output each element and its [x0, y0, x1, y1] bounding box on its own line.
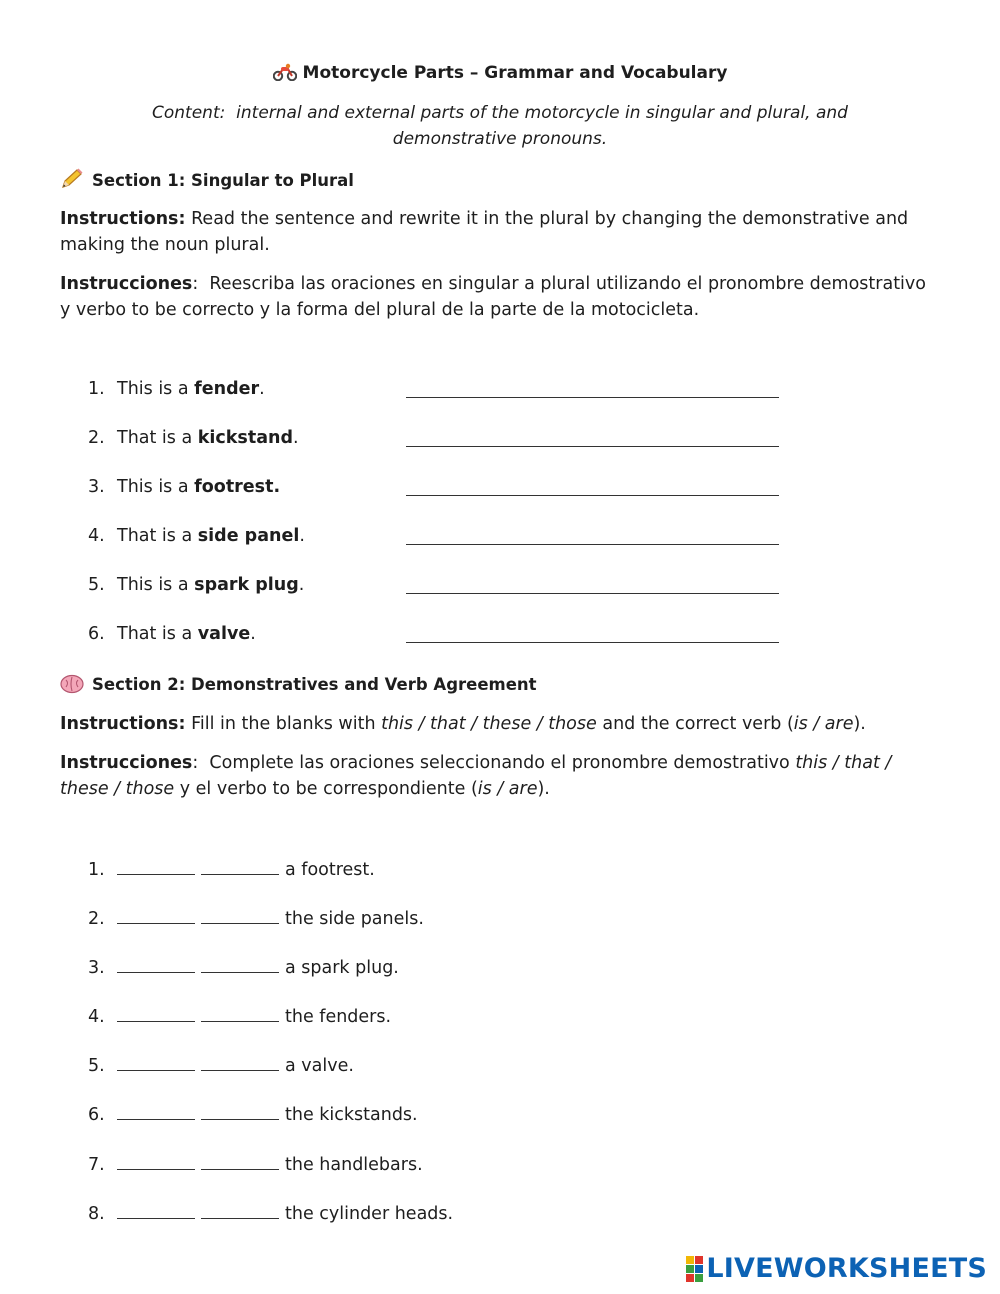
- section-2-instructions: [60, 711, 940, 737]
- list-item: [88, 524, 305, 548]
- item-part: fender: [194, 379, 260, 399]
- list-item: [88, 954, 399, 980]
- instructions-text: Fill in the blanks with: [191, 714, 382, 734]
- item-part: footrest.: [194, 477, 281, 497]
- instructions-options: this / that / these / those: [381, 714, 597, 734]
- list-item: [88, 475, 280, 499]
- item-number: 8.: [88, 1204, 105, 1224]
- motorcycle-icon: [273, 63, 297, 88]
- section-2-instrucciones: Instrucciones: Complete las oraciones seleccionando el pronombre demostrativo this / that / these / those y el verbo to be correspondiente (is / are).: [60, 753, 892, 799]
- item-number: 4.: [88, 1007, 105, 1027]
- instructions-label: Instructions:: [60, 714, 186, 734]
- verb-blank[interactable]: [201, 1003, 279, 1022]
- section-1-instructions: [60, 206, 940, 258]
- list-item: [88, 426, 299, 450]
- instrucciones-text: ).: [537, 779, 550, 799]
- list-item: [88, 1101, 418, 1127]
- item-part: spark plug: [194, 575, 299, 595]
- page-title: [0, 61, 1000, 88]
- answer-line-2[interactable]: [406, 446, 779, 447]
- list-item: [88, 573, 304, 597]
- instrucciones-verbs: is / are: [477, 779, 538, 799]
- list-item: [88, 1003, 391, 1029]
- demonstrative-blank[interactable]: [117, 1200, 195, 1219]
- item-prefix: That is a: [117, 526, 198, 546]
- section-1-instrucciones: Instrucciones: Reescriba las oraciones en singular a plural utilizando el pronombre demostrativo y verbo to be correcto y la forma del plural de la parte de la motocicleta.: [60, 274, 926, 320]
- demonstrative-blank[interactable]: [117, 1052, 195, 1071]
- demonstrative-blank[interactable]: [117, 954, 195, 973]
- item-prefix: This is a: [117, 379, 195, 399]
- answer-line-1[interactable]: [406, 397, 779, 398]
- verb-blank[interactable]: [201, 1151, 279, 1170]
- verb-blank[interactable]: [201, 1052, 279, 1071]
- item-text: the side panels.: [285, 909, 424, 929]
- item-text: the kickstands.: [285, 1105, 418, 1125]
- item-number: 6.: [88, 1105, 105, 1125]
- item-part: valve: [197, 624, 251, 644]
- instrucciones-text: Reescriba las oraciones en singular a plural utilizando el pronombre demostrativo y verbo to be correcto y la forma del plural de la parte de la motocicleta.: [60, 274, 926, 320]
- instrucciones-text: y el verbo to be correspondiente (: [174, 779, 478, 799]
- demonstrative-blank[interactable]: [117, 1101, 195, 1120]
- instructions-text: Read the sentence and rewrite it in the plural by changing the demonstrative and making the noun plural.: [60, 209, 909, 255]
- logo-mark-icon: [686, 1256, 703, 1282]
- title-text: Motorcycle Parts – Grammar and Vocabulary: [302, 63, 728, 83]
- instructions-text: ).: [853, 714, 866, 734]
- item-prefix: This is a: [117, 575, 195, 595]
- item-number: 5.: [88, 575, 105, 595]
- instrucciones-options: this / that / these / those: [60, 753, 892, 799]
- instrucciones-label: Instrucciones: [60, 274, 193, 294]
- content-label: Content:: [152, 103, 226, 123]
- verb-blank[interactable]: [201, 856, 279, 875]
- list-item: [88, 1200, 453, 1226]
- verb-blank[interactable]: [201, 1101, 279, 1120]
- demonstrative-blank[interactable]: [117, 1151, 195, 1170]
- item-number: 2.: [88, 428, 105, 448]
- item-prefix: This is a: [117, 477, 195, 497]
- instructions-verbs: is / are: [793, 714, 854, 734]
- item-part: side panel: [197, 526, 300, 546]
- demonstrative-blank[interactable]: [117, 1003, 195, 1022]
- list-item: [88, 622, 256, 646]
- item-suffix: .: [293, 428, 299, 448]
- item-suffix: .: [299, 526, 305, 546]
- instructions-label: Instructions:: [60, 209, 186, 229]
- content-text: internal and external parts of the motorcycle in singular and plural, and demonstrative pronouns.: [236, 103, 848, 149]
- list-item: [88, 1151, 423, 1177]
- item-text: the fenders.: [285, 1007, 392, 1027]
- logo-text: LIVEWORKSHEETS: [706, 1253, 987, 1284]
- item-text: a footrest.: [285, 860, 375, 880]
- item-number: 4.: [88, 526, 105, 546]
- pencil-icon: [60, 168, 84, 197]
- item-text: a spark plug.: [285, 958, 399, 978]
- item-suffix: .: [298, 575, 305, 595]
- item-text: the handlebars.: [285, 1155, 423, 1175]
- verb-blank[interactable]: [201, 905, 279, 924]
- item-part: kickstand: [197, 428, 293, 448]
- item-number: 2.: [88, 909, 105, 929]
- list-item: [88, 905, 424, 931]
- item-number: 5.: [88, 1056, 105, 1076]
- content-description: [100, 100, 900, 152]
- instructions-text: and the correct verb (: [596, 714, 794, 734]
- item-text: a valve.: [285, 1056, 354, 1076]
- section-2-heading: [60, 673, 537, 701]
- item-prefix: That is a: [117, 428, 198, 448]
- instrucciones-label: Instrucciones: [60, 753, 193, 773]
- section-2-heading-text: Section 2: Demonstratives and Verb Agreement: [92, 675, 537, 694]
- demonstrative-blank[interactable]: [117, 905, 195, 924]
- item-number: 7.: [88, 1155, 105, 1175]
- list-item: [88, 1052, 354, 1078]
- answer-line-6[interactable]: [406, 642, 779, 643]
- verb-blank[interactable]: [201, 954, 279, 973]
- verb-blank[interactable]: [201, 1200, 279, 1219]
- item-text: the cylinder heads.: [285, 1204, 454, 1224]
- item-number: 1.: [88, 379, 105, 399]
- item-number: 3.: [88, 958, 105, 978]
- item-number: 3.: [88, 477, 105, 497]
- liveworksheets-logo[interactable]: [686, 1253, 987, 1284]
- item-number: 1.: [88, 860, 105, 880]
- brain-icon: [60, 674, 84, 701]
- item-prefix: That is a: [117, 624, 198, 644]
- item-suffix: .: [259, 379, 265, 399]
- section-1-heading-text: Section 1: Singular to Plural: [92, 171, 354, 190]
- item-suffix: .: [250, 624, 256, 644]
- list-item: [88, 377, 265, 401]
- item-number: 6.: [88, 624, 105, 644]
- section-1-heading: [60, 168, 354, 197]
- list-item: [88, 856, 375, 882]
- answer-line-5[interactable]: [406, 593, 779, 594]
- instrucciones-text: Complete las oraciones seleccionando el pronombre demostrativo: [209, 753, 796, 773]
- demonstrative-blank[interactable]: [117, 856, 195, 875]
- answer-line-4[interactable]: [406, 544, 779, 545]
- answer-line-3[interactable]: [406, 495, 779, 496]
